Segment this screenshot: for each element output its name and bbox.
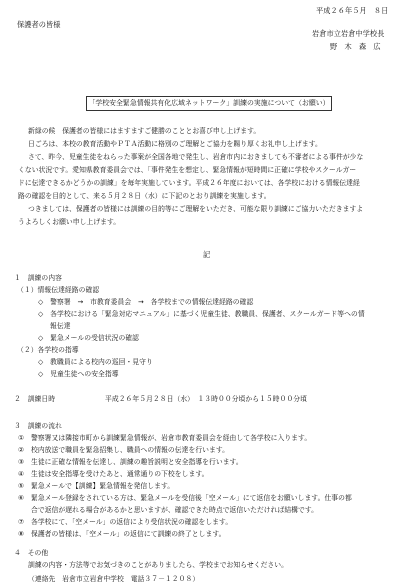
section3-step: ⑥ 緊急メール登録をされている方は、緊急メールを受信後「空メール」にて返信をお願いします。仕事の都: [18, 494, 352, 502]
section3-step: ⑤ 緊急メールで【訓練】緊急情報を発信します。: [18, 482, 175, 490]
document-title: 「学校安全緊急情報共有化広域ネットワーク」訓練の実施について（お願い）: [88, 99, 330, 107]
body-line: うよろしくお願い申し上げます。: [18, 218, 121, 226]
document-title-box: [86, 96, 332, 111]
section3-step: ① 警察署又は隣接市町から訓練緊急情報が、岩倉市教育委員会を経由して各学校に入ります。: [18, 434, 312, 442]
section1-item: ◇ 緊急メールの受信状況の確認: [38, 334, 139, 342]
section1-item: ◇ 警察署 → 市教育委員会 → 各学校までの情報伝達経路の確認: [38, 298, 254, 306]
body-line: くない状況です。愛知県教育委員会では、「事件発生を想定し、緊急情報が短時間に正確に学校やスクールガー: [18, 166, 357, 174]
section1-heading: １ 訓練の内容: [14, 274, 62, 282]
section3-step-cont: 合で返信が遅れる場合があるかと思いますが、確認できた時点で返信いただければ結構です。: [31, 506, 319, 514]
section3-step: ③ 生徒に正確な情報を伝達し、訓練の趣旨説明と安全指導を行います。: [18, 458, 243, 466]
section1-sub1: （１）情報伝達経路の確認: [17, 286, 100, 294]
section1-sub2: （２）各学校の指導: [17, 346, 79, 354]
contact-info: （連絡先 岩倉市立岩倉中学校 電話３７－１２０８）: [28, 575, 200, 583]
section2-heading: ２ 訓練日時: [14, 395, 56, 403]
addressee: 保護者の皆様: [17, 20, 61, 29]
ki-heading: 記: [203, 250, 211, 259]
section3-step: ⑧ 保護者の皆様は、「空メール」の返信にて訓練の終了とします。: [18, 530, 226, 538]
body-line: ドに伝達できるかどうかの訓練」を毎年実施しています。平成２６年度においては、各学校における情報伝達経: [18, 179, 360, 187]
body-line: 新緑の候 保護者の皆様にはますますご健勝のこととお喜び申し上げます。: [28, 127, 261, 135]
section1-item2: ◇ 教職員による校内の巡回・見守り: [38, 358, 153, 366]
body-line: 日ごろは、本校の教育活動やＰＴＡ活動に格別のご理解とご協力を賜り厚くお礼申し上げます。: [28, 140, 322, 148]
document-date: 平成２６年５月 ８日: [316, 6, 389, 15]
section1-item2: ◇ 児童生徒への安全指導: [38, 370, 119, 378]
sender-organization: 岩倉市立岩倉中学校長: [312, 29, 385, 38]
section4-heading: ４ その他: [14, 549, 49, 557]
body-line: さて、昨今、児童生徒をねらった事案が全国各地で発生し、岩倉市内におきましても不審者による事件が少な: [28, 153, 364, 161]
sender-name: 野 木 森 広: [330, 42, 381, 51]
section4-text: 訓練の内容・方法等でお気づきのことがありましたら、学校までお知らせください。: [28, 561, 288, 569]
section2-datetime: 平成２６年５月２８日（水） １３時００分頃から１５時００分頃: [105, 395, 308, 403]
section3-step: ② 校内放送で職員を緊急招集し、職員への情報の伝達を行います。: [18, 446, 230, 454]
body-line: つきましては、保護者の皆様には訓練の目的等にご理解をいただき、可能な限り訓練にご協力いただきますよ: [28, 205, 364, 213]
section3-step: ⑦ 各学校にて、「空メール」の返信により受信状況の確認をします。: [18, 518, 233, 526]
section1-item: ◇ 各学校における「緊急対応マニュアル」に基づく児童生徒、教職員、保護者、スクールガード等への情: [38, 310, 365, 318]
section3-heading: ３ 訓練の流れ: [14, 422, 62, 430]
section1-item-cont: 報伝達: [50, 322, 71, 330]
body-line: 路の確認を目的として、来る５月２８日（水）に下記のとおり訓練を実施します。: [18, 192, 271, 200]
section3-step: ④ 生徒は安全指導を受けたあと、通常通りの下校をします。: [18, 470, 209, 478]
